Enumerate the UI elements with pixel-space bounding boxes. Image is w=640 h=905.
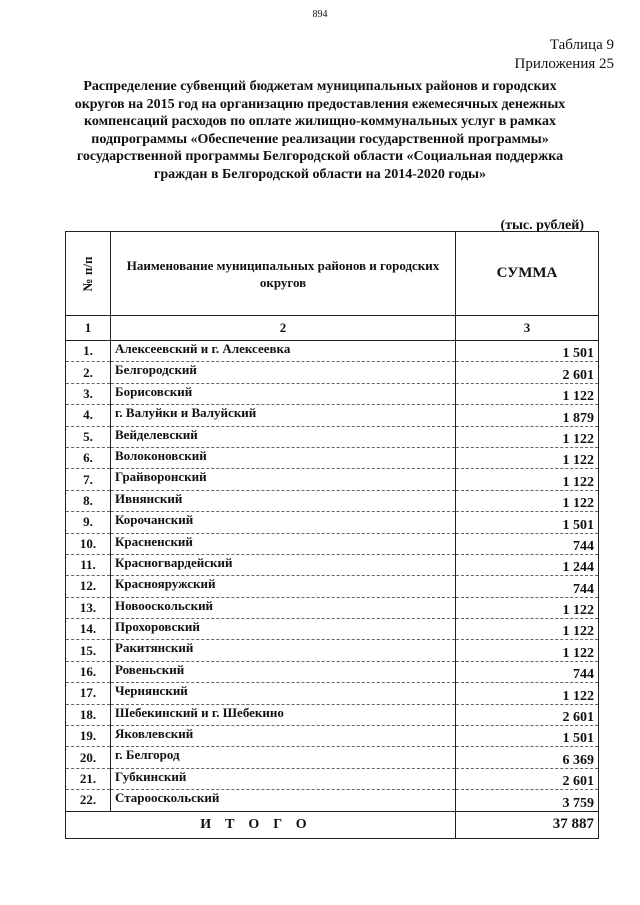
table-row bbox=[66, 768, 599, 789]
table-row bbox=[66, 704, 599, 725]
row-sum: 1 122 bbox=[456, 683, 599, 704]
row-number: 17. bbox=[66, 683, 111, 704]
table-row bbox=[66, 661, 599, 682]
table-row bbox=[66, 640, 599, 661]
table-row bbox=[66, 683, 599, 704]
row-number: 8. bbox=[66, 490, 111, 511]
total-row bbox=[66, 811, 599, 838]
table-row bbox=[66, 490, 599, 511]
row-number: 6. bbox=[66, 447, 111, 468]
row-sum: 1 122 bbox=[456, 640, 599, 661]
row-name: Губкинский bbox=[111, 768, 456, 789]
table-row bbox=[66, 341, 599, 362]
row-name: г. Валуйки и Валуйский bbox=[111, 405, 456, 426]
row-name: Ракитянский bbox=[111, 640, 456, 661]
row-sum: 1 501 bbox=[456, 341, 599, 362]
row-name: Шебекинский и г. Шебекино bbox=[111, 704, 456, 725]
row-sum: 744 bbox=[456, 576, 599, 597]
table-row bbox=[66, 747, 599, 768]
subsidy-table bbox=[65, 231, 599, 839]
table-row bbox=[66, 533, 599, 554]
row-name: Прохоровский bbox=[111, 619, 456, 640]
row-name: Новооскольский bbox=[111, 597, 456, 618]
row-name: Ивнянский bbox=[111, 490, 456, 511]
column-index-1: 1 bbox=[66, 316, 111, 341]
table-header-row bbox=[66, 232, 599, 316]
row-name: Красногвардейский bbox=[111, 554, 456, 575]
row-sum: 744 bbox=[456, 533, 599, 554]
table-row bbox=[66, 726, 599, 747]
row-name: Алексеевский и г. Алексеевка bbox=[111, 341, 456, 362]
row-sum: 1 501 bbox=[456, 512, 599, 533]
table-row bbox=[66, 405, 599, 426]
row-number: 15. bbox=[66, 640, 111, 661]
total-label: ИТОГО bbox=[66, 811, 456, 838]
row-sum: 1 122 bbox=[456, 597, 599, 618]
table-row bbox=[66, 597, 599, 618]
row-number: 19. bbox=[66, 726, 111, 747]
row-number: 22. bbox=[66, 790, 111, 811]
units-label: (тыс. рублей) bbox=[500, 218, 584, 233]
row-name: Краснояружский bbox=[111, 576, 456, 597]
row-sum: 1 244 bbox=[456, 554, 599, 575]
row-name: Волоконовский bbox=[111, 447, 456, 468]
row-sum: 6 369 bbox=[456, 747, 599, 768]
row-number: 3. bbox=[66, 383, 111, 404]
row-name: Чернянский bbox=[111, 683, 456, 704]
total-sum: 37 887 bbox=[456, 811, 599, 838]
header-number-label: № п/п bbox=[80, 256, 95, 291]
row-sum: 1 122 bbox=[456, 469, 599, 490]
row-number: 16. bbox=[66, 661, 111, 682]
table-label: Таблица 9 bbox=[549, 37, 614, 53]
row-sum: 1 879 bbox=[456, 405, 599, 426]
column-index-2: 2 bbox=[111, 316, 456, 341]
row-number: 9. bbox=[66, 512, 111, 533]
row-name: Грайворонский bbox=[111, 469, 456, 490]
row-name: Борисовский bbox=[111, 383, 456, 404]
document-title: Распределение субвенций бюджетам муниципальных районов и городских округов на 2015 год на организацию предоставления ежемесячных денежных компенсаций расходов по оплате жилищно-коммунальных услуг в рамках подпрограммы «Обеспечение реализации государственной программы» государственной программы Белгородской области «Социальная поддержка граждан в Белгородской области на 2014-2020 годы» bbox=[74, 79, 566, 182]
row-number: 11. bbox=[66, 554, 111, 575]
row-number: 14. bbox=[66, 619, 111, 640]
row-sum: 2 601 bbox=[456, 704, 599, 725]
row-number: 7. bbox=[66, 469, 111, 490]
row-name: г. Белгород bbox=[111, 747, 456, 768]
row-sum: 1 122 bbox=[456, 426, 599, 447]
table-row bbox=[66, 790, 599, 811]
row-name: Ровеньский bbox=[111, 661, 456, 682]
row-number: 1. bbox=[66, 341, 111, 362]
table-row bbox=[66, 426, 599, 447]
table-row bbox=[66, 383, 599, 404]
row-sum: 3 759 bbox=[456, 790, 599, 811]
row-name: Белгородский bbox=[111, 362, 456, 383]
row-number: 12. bbox=[66, 576, 111, 597]
header-number bbox=[66, 232, 111, 316]
column-index-3: 3 bbox=[456, 316, 599, 341]
row-sum: 2 601 bbox=[456, 768, 599, 789]
row-name: Яковлевский bbox=[111, 726, 456, 747]
row-name: Корочанский bbox=[111, 512, 456, 533]
row-sum: 1 122 bbox=[456, 383, 599, 404]
row-number: 2. bbox=[66, 362, 111, 383]
row-number: 13. bbox=[66, 597, 111, 618]
row-sum: 2 601 bbox=[456, 362, 599, 383]
table-row bbox=[66, 576, 599, 597]
table-row bbox=[66, 619, 599, 640]
row-number: 20. bbox=[66, 747, 111, 768]
row-number: 18. bbox=[66, 704, 111, 725]
table-row bbox=[66, 469, 599, 490]
row-number: 10. bbox=[66, 533, 111, 554]
table-body bbox=[66, 341, 599, 812]
table-reference bbox=[515, 36, 615, 74]
table-row bbox=[66, 362, 599, 383]
row-sum: 744 bbox=[456, 661, 599, 682]
row-name: Старооскольский bbox=[111, 790, 456, 811]
header-sum: СУММА bbox=[456, 232, 599, 316]
row-number: 21. bbox=[66, 768, 111, 789]
row-name: Красненский bbox=[111, 533, 456, 554]
appendix-label: Приложения 25 bbox=[514, 56, 614, 72]
table-row bbox=[66, 554, 599, 575]
row-sum: 1 501 bbox=[456, 726, 599, 747]
column-index-row bbox=[66, 316, 599, 341]
header-name: Наименование муниципальных районов и городских округов bbox=[111, 232, 456, 316]
row-sum: 1 122 bbox=[456, 447, 599, 468]
row-sum: 1 122 bbox=[456, 619, 599, 640]
row-number: 5. bbox=[66, 426, 111, 447]
page-number: 894 bbox=[312, 9, 328, 20]
row-sum: 1 122 bbox=[456, 490, 599, 511]
row-number: 4. bbox=[66, 405, 111, 426]
table-row bbox=[66, 447, 599, 468]
table-row bbox=[66, 512, 599, 533]
row-name: Вейделевский bbox=[111, 426, 456, 447]
